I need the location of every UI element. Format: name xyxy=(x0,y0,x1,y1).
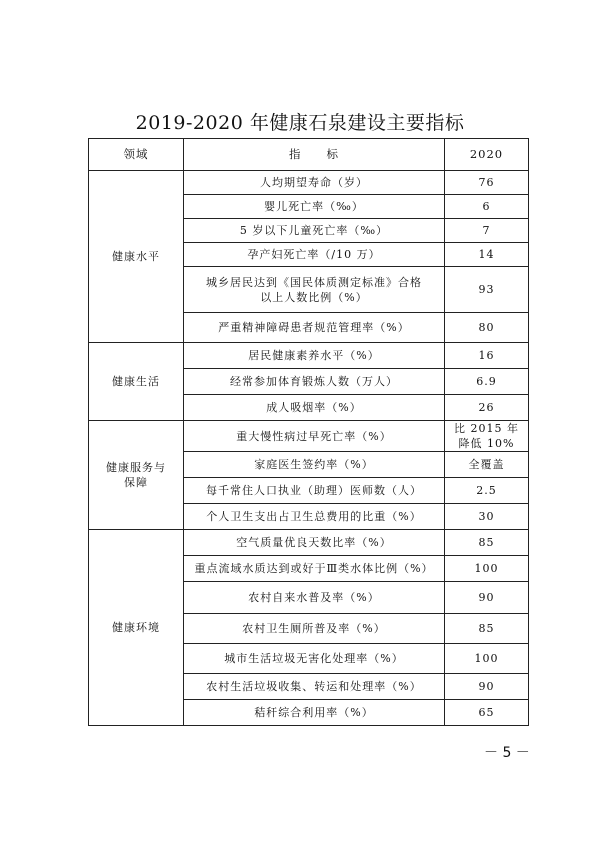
value-cell: 65 xyxy=(445,700,529,726)
value-cell: 6.9 xyxy=(445,369,529,395)
header-domain: 领域 xyxy=(89,139,184,171)
table-row xyxy=(89,421,529,452)
indicator-cell: 秸秆综合利用率（%） xyxy=(184,700,445,726)
value-cell: 85 xyxy=(445,614,529,644)
value-cell: 90 xyxy=(445,674,529,700)
value-cell: 93 xyxy=(445,267,529,313)
value-cell: 100 xyxy=(445,556,529,582)
indicator-cell: 农村生活垃圾收集、转运和处理率（%） xyxy=(184,674,445,700)
indicator-cell: 重点流域水质达到或好于Ⅲ类水体比例（%） xyxy=(184,556,445,582)
indicator-cell: 人均期望寿命（岁） xyxy=(184,171,445,195)
value-cell: 30 xyxy=(445,504,529,530)
table-header-row xyxy=(89,139,529,171)
domain-cell: 健康生活 xyxy=(89,343,184,421)
value-cell: 100 xyxy=(445,644,529,674)
indicator-cell: 重大慢性病过早死亡率（%） xyxy=(184,421,445,452)
indicator-cell: 个人卫生支出占卫生总费用的比重（%） xyxy=(184,504,445,530)
table-row xyxy=(89,530,529,556)
value-cell: 14 xyxy=(445,243,529,267)
value-cell: 2.5 xyxy=(445,478,529,504)
value-cell: 比 2015 年降低 10% xyxy=(445,421,529,452)
indicator-cell: 孕产妇死亡率（/10 万） xyxy=(184,243,445,267)
table-body xyxy=(89,171,529,726)
indicator-cell: 5 岁以下儿童死亡率（‰） xyxy=(184,219,445,243)
indicator-cell: 经常参加体育锻炼人数（万人） xyxy=(184,369,445,395)
indicator-cell: 城市生活垃圾无害化处理率（%） xyxy=(184,644,445,674)
value-cell: 7 xyxy=(445,219,529,243)
table-row xyxy=(89,343,529,369)
indicator-cell: 城乡居民达到《国民体质测定标准》合格以上人数比例（%） xyxy=(184,267,445,313)
header-indicator: 指 标 xyxy=(184,139,445,171)
domain-cell: 健康环境 xyxy=(89,530,184,726)
indicator-table xyxy=(88,138,529,726)
value-cell: 全覆盖 xyxy=(445,452,529,478)
value-cell: 16 xyxy=(445,343,529,369)
indicator-cell: 居民健康素养水平（%） xyxy=(184,343,445,369)
value-cell: 90 xyxy=(445,582,529,614)
domain-cell: 健康水平 xyxy=(89,171,184,343)
value-cell: 76 xyxy=(445,171,529,195)
indicator-cell: 每千常住人口执业（助理）医师数（人） xyxy=(184,478,445,504)
indicator-cell: 农村自来水普及率（%） xyxy=(184,582,445,614)
indicator-cell: 严重精神障碍患者规范管理率（%） xyxy=(184,313,445,343)
page-number: － 5 － xyxy=(484,745,530,761)
domain-cell: 健康服务与保障 xyxy=(89,421,184,530)
indicator-cell: 家庭医生签约率（%） xyxy=(184,452,445,478)
value-cell: 26 xyxy=(445,395,529,421)
value-cell: 85 xyxy=(445,530,529,556)
document-title: 2019-2020 年健康石泉建设主要指标 xyxy=(135,112,465,134)
indicator-cell: 空气质量优良天数比率（%） xyxy=(184,530,445,556)
table-row xyxy=(89,171,529,195)
value-cell: 80 xyxy=(445,313,529,343)
header-year: 2020 xyxy=(445,139,529,171)
indicator-cell: 婴儿死亡率（‰） xyxy=(184,195,445,219)
value-cell: 6 xyxy=(445,195,529,219)
indicator-cell: 农村卫生厕所普及率（%） xyxy=(184,614,445,644)
indicator-cell: 成人吸烟率（%） xyxy=(184,395,445,421)
